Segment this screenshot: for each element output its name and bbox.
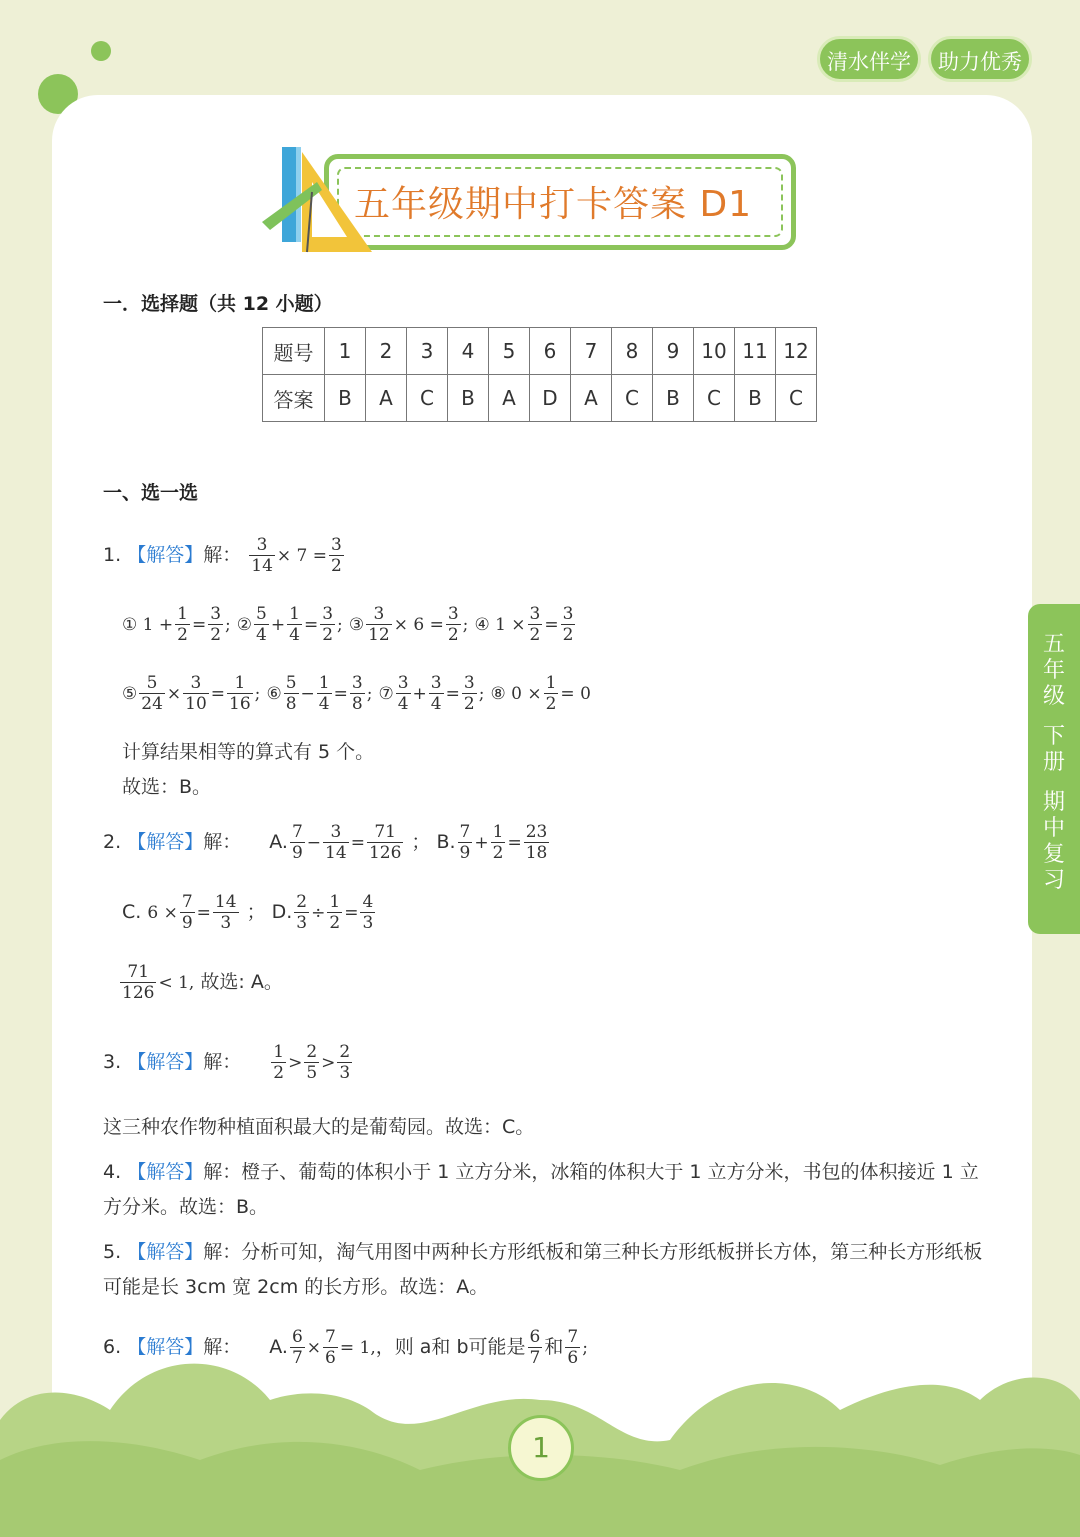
q6-and: 和 [544,1336,564,1358]
table-header: 题号 [263,328,325,375]
q4-block [103,1155,983,1225]
q5-text: 解：分析可知，淘气用图中两种长方形纸板和第三种长方形纸板拼长方体，第三种长方形纸板可能是长 3cm 宽 2cm 的长方形。故选：A。 [103,1241,983,1298]
q1-options-row1: ① 1 + $\frac{1}{2}$ = $\frac{3}{2}$ ; ② $\frac{5}{4}$ + $\frac{1}{4}$ = $\frac{3}{2}$ ; ③ $\frac{3}{12}$ × 6 = $\frac{3}{2}$ ; ④ 1 × $\frac{3}{2}$ = $\frac{3}{2}$ [122,604,574,645]
answer-tag: 【解答】 [127,1336,204,1358]
title-banner [262,142,802,262]
page-title: 五年级期中打卡答案 D1 [354,184,753,225]
table-header: 答案 [263,375,325,422]
table-cell: C [612,375,653,422]
side-tab-char: 习 [1042,868,1065,893]
formula-fraction: $\frac{3}{2}$ [331,535,342,576]
q-number: 5. [103,1241,122,1263]
table-cell: B [653,375,694,422]
side-tab-char: 中 [1042,816,1065,841]
formula-fraction: $\frac{3}{14}$ [251,535,273,576]
table-cell: C [776,375,817,422]
table-cell: A [489,375,530,422]
q4-text: 解：橙子、葡萄的体积小于 1 立方分米，冰箱的体积大于 1 立方分米，书包的体积接近 1 立方分米。故选：B。 [103,1161,979,1218]
q2-choice: 故选: A。 [200,971,283,993]
q6-text: ，则 a和 b可能是 [375,1336,526,1358]
table-row [263,375,817,422]
q-number: 4. [103,1161,122,1183]
table-cell: A [571,375,612,422]
answer-tag: 【解答】 [127,544,204,566]
answer-tag: 【解答】 [127,1051,204,1073]
section-heading-select: 一、选一选 [103,482,199,504]
answer-table [262,327,817,422]
q6-line: 6. 【解答】解： A. $\frac{6}{7}$ × $\frac{7}{6}$ = 1,，则 a和 b可能是 $\frac{6}{7}$ 和 $\frac{7}{6}$ ; [103,1327,588,1368]
q1-choice: 故选：B。 [122,776,212,798]
table-cell: 1 [325,328,366,375]
table-cell: 11 [735,328,776,375]
q2-line: 2. 【解答】解： A. $\frac{7}{9}$ − $\frac{3}{14}$ = $\frac{71}{126}$ ； B. $\frac{7}{9}$ + $\frac{1}{2}$ = $\frac{23}{18}$ [103,822,548,863]
table-cell: 4 [448,328,489,375]
page-number: 1 [508,1415,574,1481]
table-row [263,328,817,375]
brand-badge-2: 助力优秀 [928,36,1032,82]
table-cell: 6 [530,328,571,375]
table-cell: B [448,375,489,422]
jie-label: 解： [203,544,242,566]
q1-conclusion: 计算结果相等的算式有 5 个。 [122,741,375,763]
table-cell: 8 [612,328,653,375]
q1-line: 1. 【解答】解： $\frac{3}{14}$ × 7 = $\frac{3}{2}$ [103,535,342,576]
side-tab-char: 级 [1042,684,1065,709]
table-cell: 12 [776,328,817,375]
jie-label: 解： [203,1051,242,1073]
jie-label: 解： [203,1336,242,1358]
answer-tag: 【解答】 [127,831,204,853]
table-cell: B [325,375,366,422]
side-tab-char: 五 [1042,632,1065,657]
jie-label: 解： [203,831,242,853]
side-tab-char: 复 [1042,842,1065,867]
q2-line3: $\frac{71}{126}$ < 1, 故选: A。 [122,962,283,1003]
q-number: 6. [103,1336,122,1358]
table-cell: A [366,375,407,422]
table-cell: C [407,375,448,422]
q-number: 1. [103,544,122,566]
section-heading-choice: 一．选择题（共 12 小题） [103,293,333,315]
table-cell: C [694,375,735,422]
side-tab [1028,604,1080,934]
table-cell: 9 [653,328,694,375]
table-cell: 7 [571,328,612,375]
q-number: 2. [103,831,122,853]
side-tab-char: 册 [1042,750,1065,775]
answer-tag: 【解答】 [127,1161,204,1183]
q-number: 3. [103,1051,122,1073]
decor-dot-small [91,41,111,61]
q5-block [103,1235,983,1305]
side-tab-char: 年 [1042,658,1065,683]
table-cell: 2 [366,328,407,375]
q1-options-row2: ⑤ $\frac{5}{24}$ × $\frac{3}{10}$ = $\frac{1}{16}$ ; ⑥ $\frac{5}{8}$ − $\frac{1}{4}$ = $\frac{3}{8}$ ; ⑦ $\frac{3}{4}$ + $\frac{3}{4}$ = $\frac{3}{2}$ ; ⑧ 0 × $\frac{1}{2}$ = 0 [122,673,591,714]
q3-text: 这三种农作物种植面积最大的是葡萄园。故选：C。 [103,1116,535,1138]
table-cell: 5 [489,328,530,375]
q6-option-a: A. [269,1336,288,1358]
side-tab-char: 下 [1042,724,1065,749]
table-cell: 10 [694,328,735,375]
table-cell: D [530,375,571,422]
table-cell: 3 [407,328,448,375]
table-cell: B [735,375,776,422]
side-tab-char: 期 [1042,790,1065,815]
q3-line: 3. 【解答】解： $\frac{1}{2}$ > $\frac{2}{5}$ > $\frac{2}{3}$ [103,1042,351,1083]
q2-line2: C. 6 × $\frac{7}{9}$ = $\frac{14}{3}$ ； D. $\frac{2}{3}$ ÷ $\frac{1}{2}$ = $\frac{4}{3}$ [122,892,374,933]
answer-tag: 【解答】 [127,1241,204,1263]
brand-badge-1: 清水伴学 [817,36,921,82]
